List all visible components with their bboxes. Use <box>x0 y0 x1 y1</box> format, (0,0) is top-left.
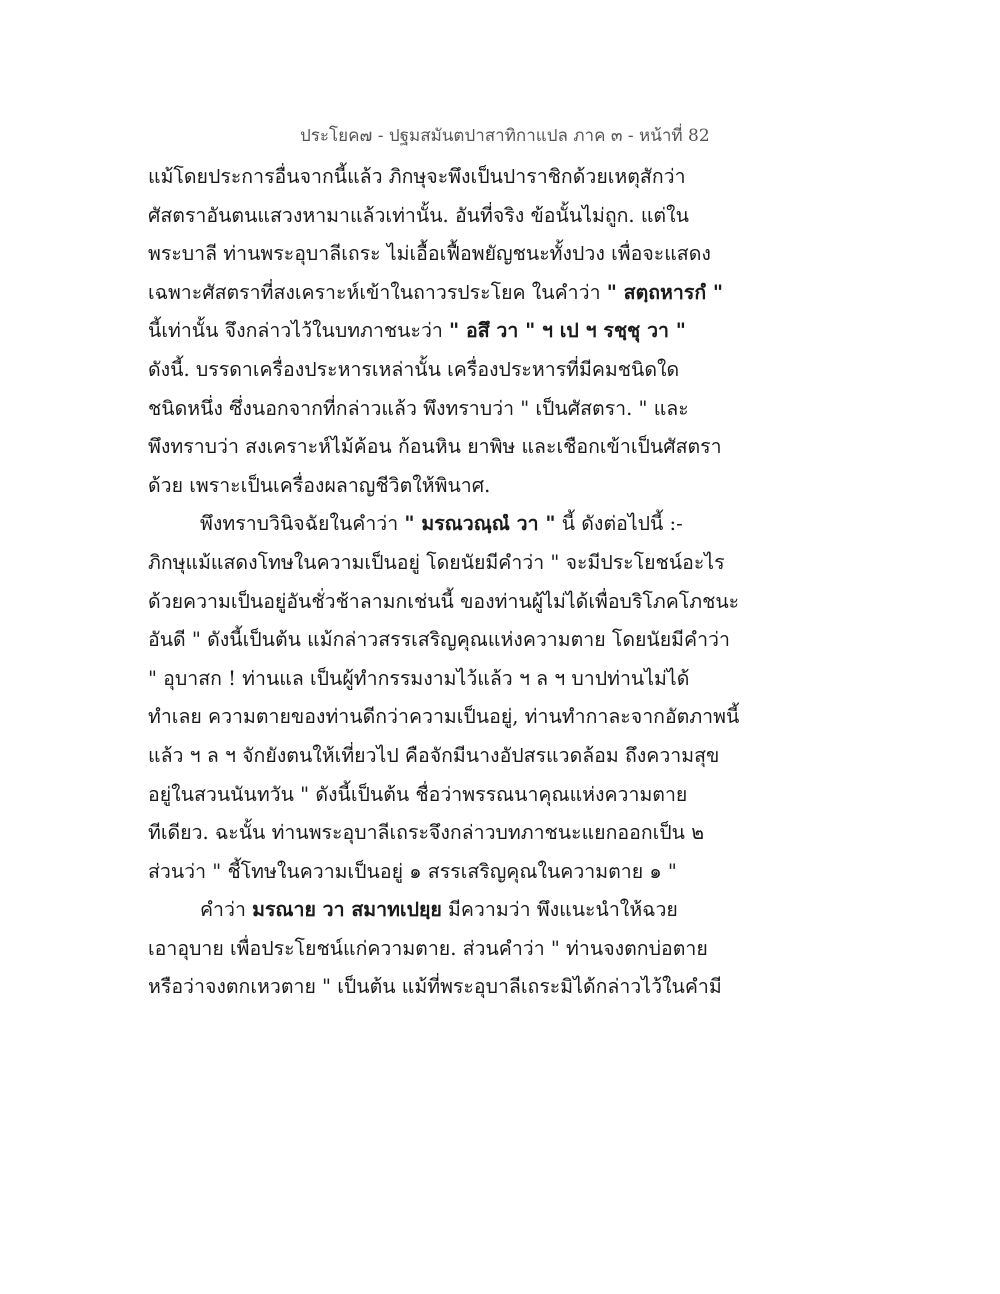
pali-term: " สตฺถหารกํ " <box>606 280 724 304</box>
pali-term: " มรณวณฺณํ วา " <box>404 512 556 536</box>
pali-term: " อสึ วา " ฯ เป ฯ รชฺชุ วา " <box>449 319 686 343</box>
page-header: ประโยค๗ - ปฐมสมันตปาสาทิกาแปล ภาค ๓ - หน้าที่ 82 <box>300 126 710 146</box>
text-line: อยู่ในสวนนันทวัน " ดังนี้เป็นต้น ชื่อว่าพรรณนาคุณแห่งความตาย <box>148 782 688 806</box>
text-line-indented: คำว่า มรณาย วา สมาทเปยฺย มีความว่า พึงแนะนำให้ฉวย <box>200 898 678 922</box>
text-line: พึงทราบว่า สงเคราะห์ไม้ค้อน ก้อนหิน ยาพิษ และเชือกเข้าเป็นศัสตรา <box>148 435 722 459</box>
text-line: ทีเดียว. ฉะนั้น ท่านพระอุบาลีเถระจึงกล่าวบทภาชนะแยกออกเป็น ๒ <box>148 821 705 845</box>
text-line: แล้ว ฯ ล ฯ จักยังตนให้เที่ยวไป คือจักมีนางอัปสรแวดล้อม ถึงความสุข <box>148 743 720 767</box>
text-line: ด้วย เพราะเป็นเครื่องผลาญชีวิตให้พินาศ. <box>148 473 491 497</box>
body-text <box>148 158 740 1007</box>
text-line: อันดี " ดังนี้เป็นต้น แม้กล่าวสรรเสริญคุณแห่งความตาย โดยนัยมีคำว่า <box>148 628 730 652</box>
pali-term: มรณาย วา สมาทเปยฺย <box>252 898 442 922</box>
text-line-indented: พึงทราบวินิจฉัยในคำว่า " มรณวณฺณํ วา " นี้ ดังต่อไปนี้ :- <box>200 512 683 536</box>
text-line: ด้วยความเป็นอยู่อันชั่วช้าลามกเช่นนี้ ของท่านผู้ไม่ได้เพื่อบริโภคโภชนะ <box>148 589 740 613</box>
text-line: แม้โดยประการอื่นจากนี้แล้ว ภิกษุจะพึงเป็นปาราชิกด้วยเหตุสักว่า <box>148 165 686 188</box>
text-line: ภิกษุแม้แสดงโทษในความเป็นอยู่ โดยนัยมีคำว่า " จะมีประโยชน์อะไร <box>148 550 725 574</box>
text-line: พระบาลี ท่านพระอุบาลีเถระ ไม่เอื้อเฟื้อพยัญชนะทั้งปวง เพื่อจะแสดง <box>148 242 711 266</box>
text-line: ส่วนว่า " ชี้โทษในความเป็นอยู่ ๑ สรรเสริญคุณในความตาย ๑ " <box>148 859 677 883</box>
text-line: ดังนี้. บรรดาเครื่องประหารเหล่านั้น เครื่องประหารที่มีคมชนิดใด <box>148 357 680 381</box>
text-line: เอาอุบาย เพื่อประโยชน์แก่ความตาย. ส่วนคำว่า " ท่านจงตกบ่อตาย <box>148 936 708 960</box>
text-line: ศัสตราอันตนแสวงหามาแล้วเท่านั้น. อันที่จริง ข้อนั้นไม่ถูก. แต่ใน <box>148 203 689 227</box>
text-line: เฉพาะศัสตราที่สงเคราะห์เข้าในถาวรประโยค ในคำว่า " สตฺถหารกํ " <box>148 280 724 304</box>
text-line: หรือว่าจงตกเหวตาย " เป็นต้น แม้ที่พระอุบาลีเถระมิได้กล่าวไว้ในคำมี <box>148 975 722 999</box>
text-line: " อุบาสก ! ท่านแล เป็นผู้ทำกรรมงามไว้แล้ว ฯ ล ฯ บาปท่านไม่ได้ <box>148 666 690 690</box>
text-line: ชนิดหนึ่ง ซึ่งนอกจากที่กล่าวแล้ว พึงทราบว่า " เป็นศัสตรา. " และ <box>148 396 689 420</box>
text-line: นี้เท่านั้น จึงกล่าวไว้ในบทภาชนะว่า " อสึ วา " ฯ เป ฯ รชฺชุ วา " <box>148 319 686 343</box>
text-line: ทำเลย ความตายของท่านดีกว่าความเป็นอยู่, ท่านทำกาละจากอัตภาพนี้ <box>148 705 740 729</box>
